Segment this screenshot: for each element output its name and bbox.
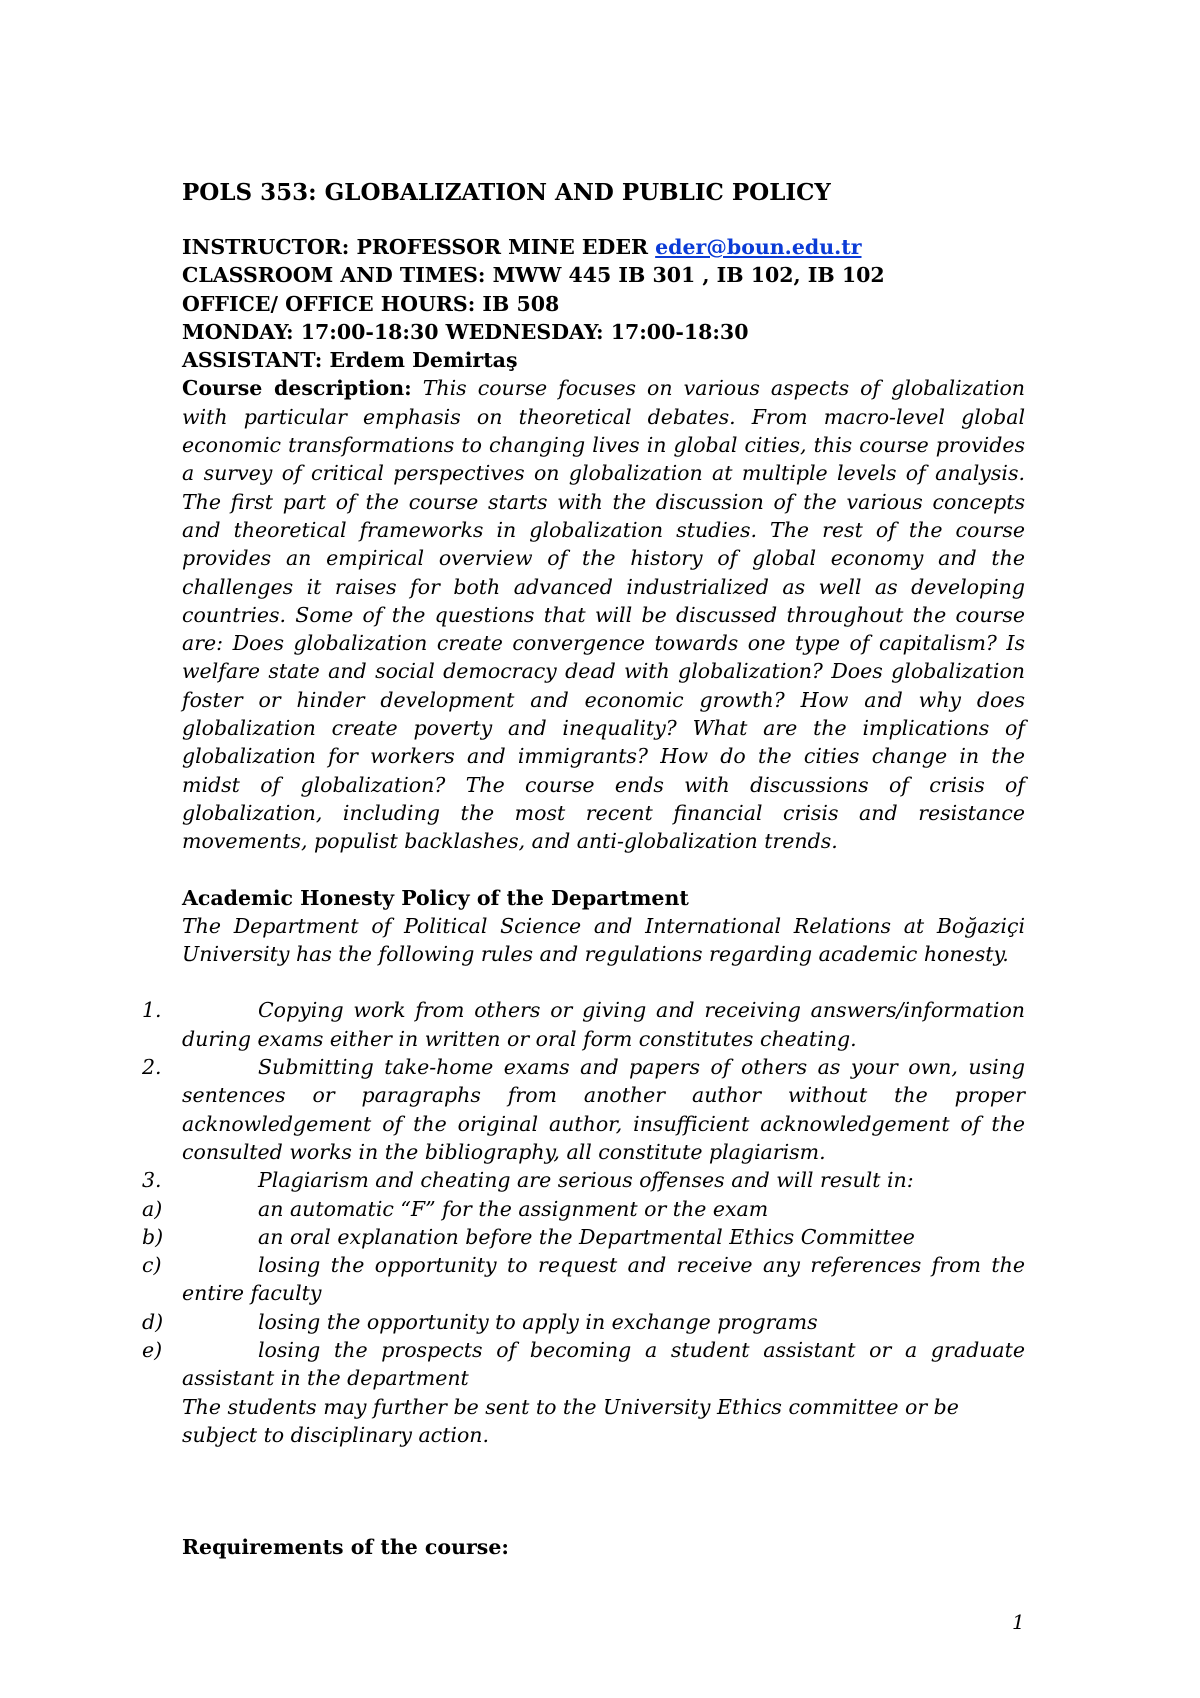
list-item xyxy=(142,1195,1025,1223)
list-marker: d) xyxy=(142,1309,164,1334)
list-item xyxy=(142,1166,1025,1194)
assistant-line: ASSISTANT: Erdem Demirtaş xyxy=(182,348,518,373)
honesty-intro: The Department of Political Science and International Relations at Boğaziçi University has the following rules and regulations regarding academic honesty. xyxy=(182,913,1025,967)
honesty-rules-list xyxy=(142,996,1025,1449)
list-marker: b) xyxy=(142,1224,164,1249)
list-item xyxy=(142,1336,1025,1393)
honesty-closing: The students may further be sent to the University Ethics committee or be subject to disciplinary action. xyxy=(182,1394,959,1447)
course-title: POLS 353: GLOBALIZATION AND PUBLIC POLICY xyxy=(182,179,831,206)
list-item-text: losing the prospects of becoming a student assistant or a graduate assistant in the department xyxy=(182,1337,1025,1391)
list-marker: 1. xyxy=(142,998,162,1023)
list-item-text: Copying work from others or giving and receiving answers/information during exams either in written or oral form constitutes cheating. xyxy=(182,998,1025,1051)
course-description-label: Course description: xyxy=(182,376,412,401)
course-description xyxy=(182,374,1025,855)
instructor-label: INSTRUCTOR: PROFESSOR MINE EDER xyxy=(182,235,648,259)
list-item xyxy=(142,1251,1025,1308)
instructor-line xyxy=(182,233,1025,261)
list-marker: e) xyxy=(142,1337,163,1362)
instructor-email-link[interactable]: eder@boun.edu.tr xyxy=(655,235,862,259)
list-item-text: an oral explanation before the Departmental Ethics Committee xyxy=(258,1224,915,1249)
requirements-heading: Requirements of the course: xyxy=(182,1535,509,1560)
page-number: 1 xyxy=(1012,1610,1025,1634)
office-line: OFFICE/ OFFICE HOURS: IB 508 xyxy=(182,291,560,316)
list-item-text: Submitting take-home exams and papers of others as your own, using sentences or paragraphs from another author without the proper acknowledgement of the original author, insufficient acknowledgement of the consulted works in the bibliography, all constitute plagiarism. xyxy=(182,1055,1025,1164)
list-item xyxy=(142,996,1025,1053)
page-content xyxy=(142,178,1025,1582)
list-marker: 3. xyxy=(142,1168,162,1193)
list-marker: c) xyxy=(142,1253,162,1278)
classroom-line: CLASSROOM AND TIMES: MWW 445 IB 301 , IB 102, IB 102 xyxy=(182,263,885,288)
list-item xyxy=(142,1053,1025,1166)
list-item xyxy=(142,1308,1025,1336)
list-item-text: an automatic “F” for the assignment or the exam xyxy=(258,1196,769,1221)
list-item xyxy=(142,1223,1025,1251)
list-item-text: Plagiarism and cheating are serious offenses and will result in: xyxy=(258,1168,914,1193)
list-marker: 2. xyxy=(142,1055,162,1080)
office-hours-line: MONDAY: 17:00-18:30 WEDNESDAY: 17:00-18:30 xyxy=(182,319,749,344)
list-marker: a) xyxy=(142,1196,163,1221)
honesty-heading: Academic Honesty Policy of the Department xyxy=(182,885,689,910)
course-description-text: This course focuses on various aspects of globalization with particular emphasis on theoretical debates. From macro-level global economic transformations to changing lives in global cities, this course provides a survey of critical perspectives on globalization at multiple levels of analysis. The first part of the course starts with the discussion of the various concepts and theoretical frameworks in globalization studies. The rest of the course provides an empirical overview of the history of global economy and the challenges it raises for both advanced industrialized as well as developing countries. Some of the questions that will be discussed throughout the course are: Does globalization create convergence towards one type of capitalism? Is welfare state and social democracy dead with globalization? Does globalization foster or hinder development and economic growth? How and why does globalization create poverty and inequality? What are the implications of globalization for workers and immigrants? How do the cities change in the midst of globalization? The course ends with discussions of crisis of globalization, including the most recent financial crisis and resistance movements, populist backlashes, and anti-globalization trends. xyxy=(182,376,1025,854)
list-item-text: losing the opportunity to apply in exchange programs xyxy=(258,1309,818,1334)
list-item-text: losing the opportunity to request and receive any references from the entire faculty xyxy=(182,1253,1025,1306)
